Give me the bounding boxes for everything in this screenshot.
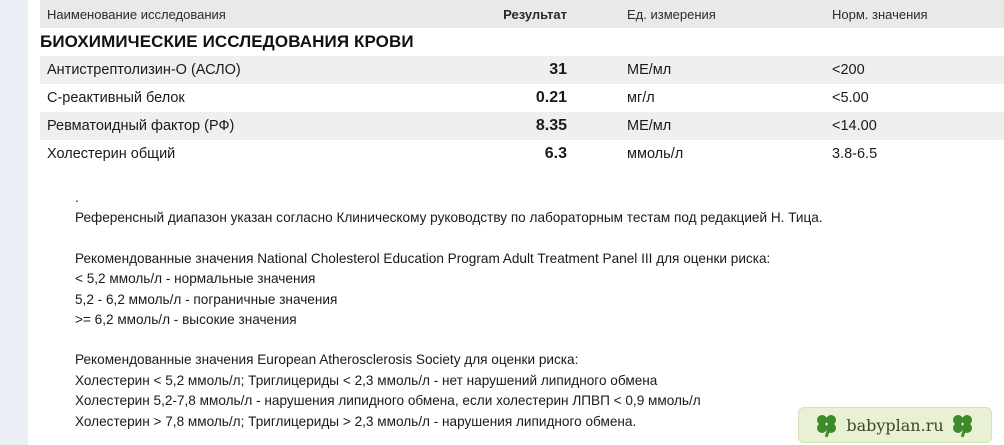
row-norm: <200 bbox=[832, 56, 1004, 84]
header-name: Наименование исследования bbox=[40, 0, 437, 28]
row-norm: 3.8-6.5 bbox=[832, 146, 878, 162]
table-row bbox=[40, 84, 1004, 112]
ncep-line: >= 6,2 ммоль/л - высокие значения bbox=[75, 312, 297, 328]
header-norm: Норм. значения bbox=[832, 0, 1004, 28]
row-norm: <14.00 bbox=[832, 112, 1004, 140]
table-row bbox=[40, 112, 1004, 140]
results-table bbox=[40, 0, 1004, 168]
row-result: 31 bbox=[437, 56, 575, 84]
ncep-title: Рекомендованные значения National Cholesterol Education Program Adult Treatment Panel III для оценки риска: bbox=[75, 250, 771, 266]
section-row bbox=[40, 28, 1004, 56]
row-result: 0.21 bbox=[535, 89, 567, 106]
row-unit: ммоль/л bbox=[627, 146, 684, 162]
row-unit: мг/л bbox=[627, 90, 655, 106]
row-name: С-реактивный белок bbox=[47, 90, 185, 106]
clover-icon bbox=[816, 414, 838, 436]
eas-line: Холестерин 5,2-7,8 ммоль/л - нарушения липидного обмена, если холестерин ЛПВП < 0,9 ммоль/л bbox=[75, 393, 701, 409]
ncep-line: < 5,2 ммоль/л - нормальные значения bbox=[75, 271, 316, 287]
section-title: БИОХИМИЧЕСКИЕ ИССЛЕДОВАНИЯ КРОВИ bbox=[40, 32, 414, 51]
watermark-badge[interactable] bbox=[798, 407, 992, 443]
eas-line: Холестерин > 7,8 ммоль/л; Триглицериды > 2,3 ммоль/л - нарушения липидного обмена. bbox=[75, 413, 637, 429]
row-name: Ревматоидный фактор (РФ) bbox=[40, 112, 437, 140]
table-row bbox=[40, 140, 1004, 168]
reference-note: Референсный диапазон указан согласно Клиническому руководству по лабораторным тестам под редакцией Н. Тица. bbox=[75, 210, 823, 226]
row-result: 8.35 bbox=[437, 112, 575, 140]
clover-icon bbox=[952, 414, 974, 436]
table-row bbox=[40, 56, 1004, 84]
row-name: Антистрептолизин-О (АСЛО) bbox=[40, 56, 437, 84]
eas-line: Холестерин < 5,2 ммоль/л; Триглицериды < 2,3 ммоль/л - нет нарушений липидного обмена bbox=[75, 372, 658, 388]
header-unit: Ед. измерения bbox=[575, 0, 832, 28]
row-result: 6.3 bbox=[544, 145, 567, 162]
watermark-text: babyplan.ru bbox=[846, 415, 944, 435]
ncep-line: 5,2 - 6,2 ммоль/л - пограничные значения bbox=[75, 291, 338, 307]
row-unit: МЕ/мл bbox=[575, 112, 832, 140]
eas-title: Рекомендованные значения European Atherosclerosis Society для оценки риска: bbox=[75, 352, 579, 368]
table-header-row bbox=[40, 0, 1004, 28]
notes-block bbox=[75, 188, 975, 432]
row-unit: МЕ/мл bbox=[575, 56, 832, 84]
header-result: Результат bbox=[437, 0, 575, 28]
row-norm: <5.00 bbox=[832, 90, 869, 106]
notes-dot: . bbox=[75, 190, 79, 205]
row-name: Холестерин общий bbox=[47, 146, 176, 162]
